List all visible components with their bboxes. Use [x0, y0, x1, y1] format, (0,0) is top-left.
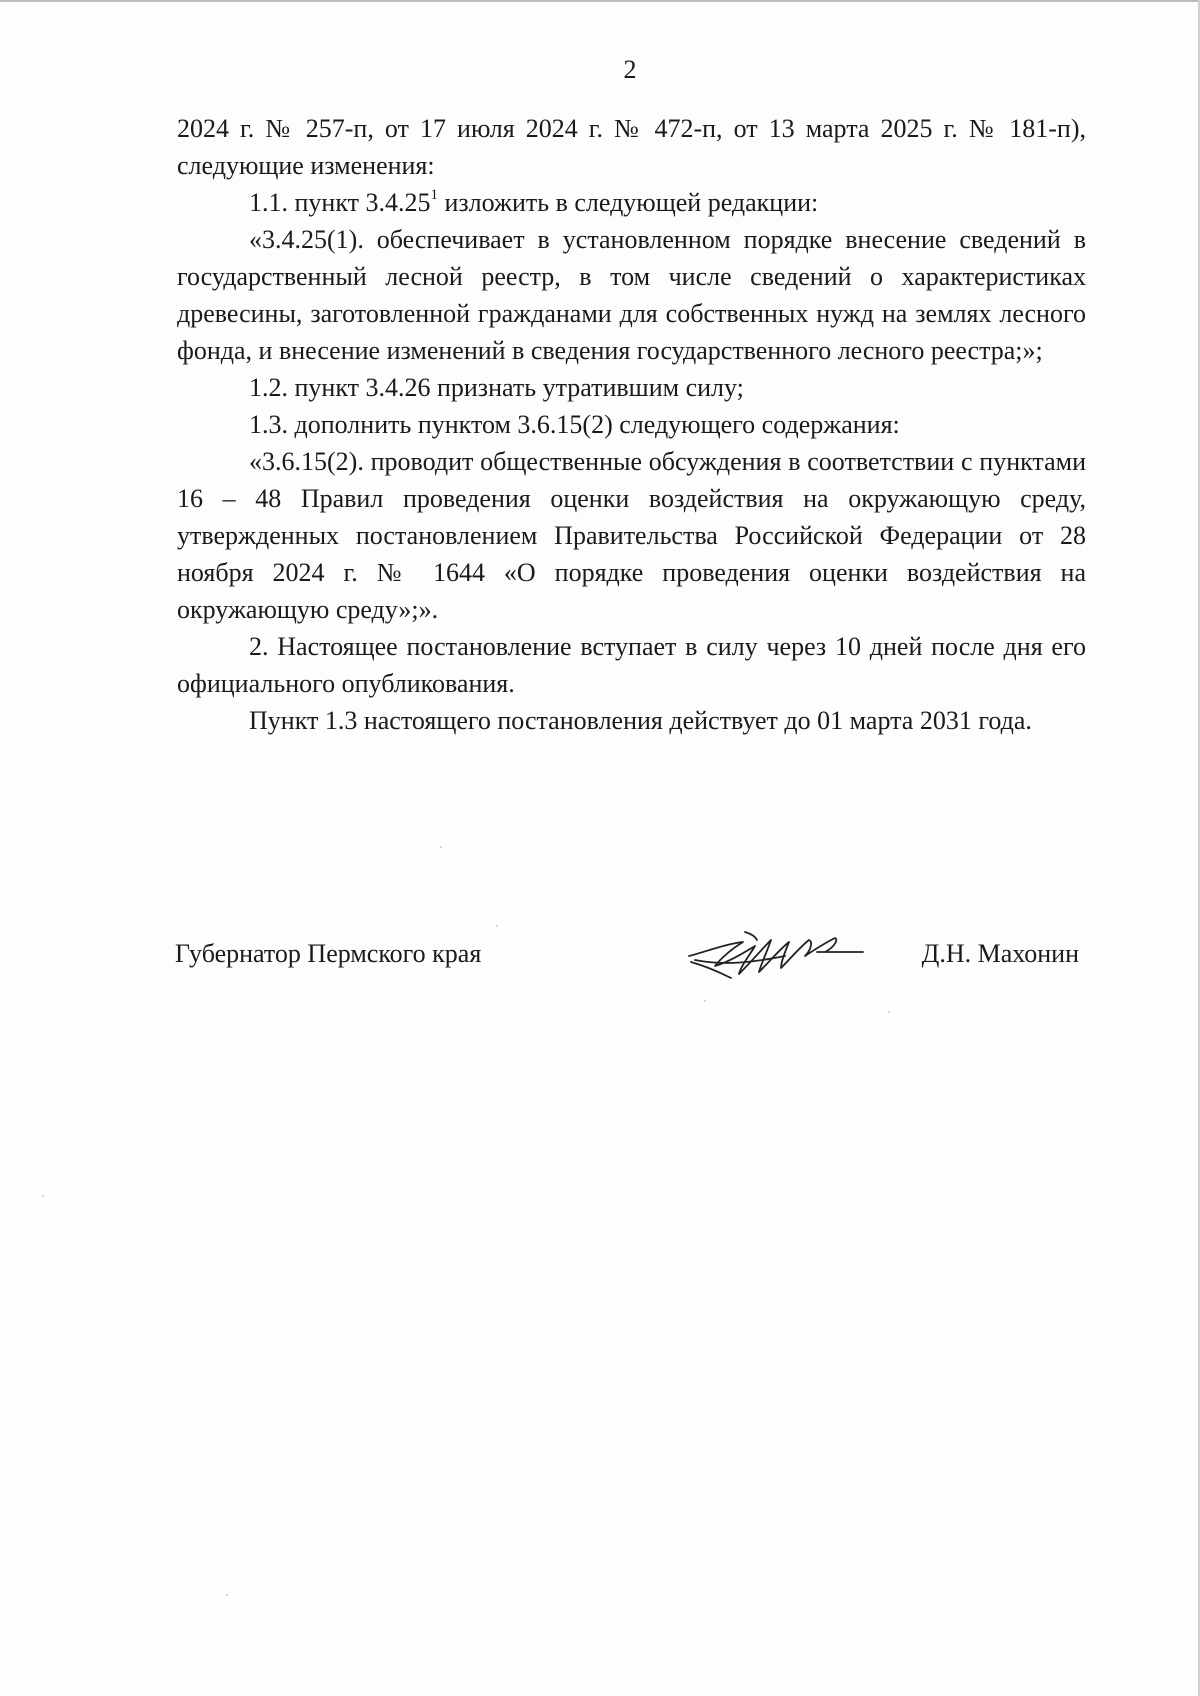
signer-name: Д.Н. Махонин: [921, 939, 1079, 968]
document-body: [177, 110, 1086, 739]
item-1-1-text-start: 1.1. пункт 3.4.25: [249, 188, 431, 217]
scan-speck: [496, 925, 498, 927]
handwritten-signature: [685, 922, 865, 984]
paragraph-item-1-1: [177, 184, 1086, 221]
scan-speck: [704, 1000, 706, 1002]
page-number: 2: [623, 55, 637, 84]
scan-speck: [226, 1594, 228, 1596]
paragraph-item-2: 2. Настоящее постановление вступает в силу через 10 дней после дня его официального опубликования.: [177, 632, 1086, 698]
signature-block: [175, 922, 1085, 982]
scan-edge-top: [0, 0, 1200, 2]
signer-title: Губернатор Пермского края: [175, 939, 482, 968]
item-1-1-superscript: 1: [430, 187, 438, 204]
scan-speck: [42, 1195, 44, 1197]
paragraph-quote-3-6-15-2: «3.6.15(2). проводит общественные обсуждения в соответствии с пунктами 16 – 48 Правил проведения оценки воздействия на окружающую среду, утвержденных постановлением Правительства Российской Федерации от 28 ноября 2024 г. № 1644 «О порядке проведения оценки воздействия на окружающую среду»;».: [177, 447, 1086, 624]
paragraph-validity: Пункт 1.3 настоящего постановления действует до 01 марта 2031 года.: [249, 706, 1032, 735]
paragraph-amendments-intro: 2024 г. № 257-п, от 17 июля 2024 г. № 472-п, от 13 марта 2025 г. № 181-п), следующие изменения:: [177, 114, 1086, 180]
paragraph-item-1-3: 1.3. дополнить пунктом 3.6.15(2) следующего содержания:: [249, 410, 900, 439]
scan-speck: [440, 846, 442, 848]
item-1-1-text-end: изложить в следующей редакции:: [437, 188, 819, 217]
paragraph-quote-3-4-25-1: «3.4.25(1). обеспечивает в установленном порядке внесение сведений в государственный лесной реестр, в том числе сведений о характеристиках древесины, заготовленной гражданами для собственных нужд на землях лесного фонда, и внесение изменений в сведения государственного лесного реестра;»;: [177, 225, 1086, 365]
scan-speck: [888, 1011, 890, 1013]
paragraph-item-1-2: 1.2. пункт 3.4.26 признать утратившим силу;: [249, 373, 744, 402]
